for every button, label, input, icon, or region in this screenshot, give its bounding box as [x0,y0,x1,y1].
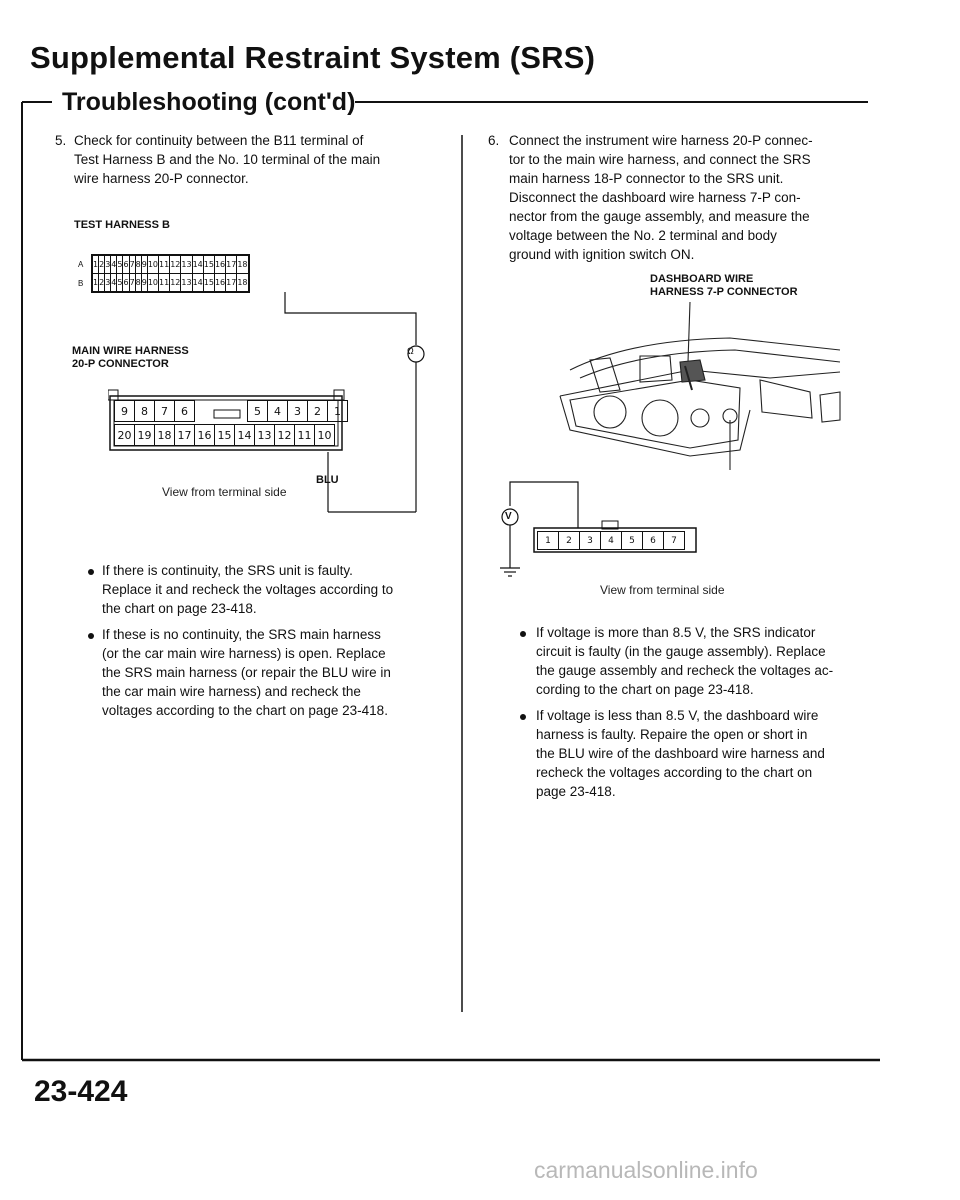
step-6-line: Disconnect the dashboard wire harness 7-P con- [509,190,801,205]
left-wiring [0,0,460,560]
step-6-line: main harness 18-P connector to the SRS unit. [509,171,784,186]
step-5-line: Test Harness B and the No. 10 terminal of the main [74,152,381,167]
pin: 9 [141,256,147,274]
pin: 3 [288,401,308,422]
main-harness-label [72,345,189,371]
bullet-line: If these is no continuity, the SRS main harness [102,627,381,642]
pin: 20 [115,425,135,446]
bullet-line: cording to the chart on page 23-418. [536,682,754,697]
pin: 10 [147,274,158,292]
step-6-line: nector from the gauge assembly, and measure the [509,209,810,224]
bullet-line: the SRS main harness (or repair the BLU wire in [102,665,391,680]
bullet-line: If voltage is more than 8.5 V, the SRS indicator [536,625,816,640]
bullet-dot [520,631,526,637]
dashboard-connector-pins [537,531,685,550]
ohmmeter-symbol: Ω [407,346,414,356]
pin: 1 [93,256,99,274]
pin: 3 [105,274,111,292]
step-6-line: voltage between the No. 2 terminal and body [509,228,777,243]
bullet-line: Replace it and recheck the voltages according to [102,582,394,597]
pin: 15 [215,425,235,446]
step-6-line: Connect the instrument wire harness 20-P connec- [509,133,813,148]
pin: 18 [155,425,175,446]
step-6-line: tor to the main wire harness, and connect the SRS [509,152,811,167]
step-5-line: wire harness 20-P connector. [74,171,249,186]
bullet-line: the BLU wire of the dashboard wire harness and [536,746,825,761]
pin: 5 [117,274,123,292]
bullet-line: the gauge assembly and recheck the voltages ac- [536,663,834,678]
bullet-line: the chart on page 23-418. [102,601,257,616]
bullet-line: recheck the voltages according to the chart on [536,765,813,780]
connector-bottom [114,424,335,446]
section-subtitle: Troubleshooting (cont'd) [62,88,356,116]
pin: 2 [99,274,105,292]
step-5-line: Check for continuity between the B11 terminal of [74,133,364,148]
pin: 14 [235,425,255,446]
bullet-line: circuit is faulty (in the gauge assembly). Replace [536,644,826,659]
pin: 5 [117,256,123,274]
pin: 18 [237,256,248,274]
main-connector [114,400,348,446]
pin: 3 [580,532,601,550]
dashboard-label-line: DASHBOARD WIRE [650,273,754,285]
right-bullet-1 [536,623,876,699]
row-label-a: A [78,260,84,269]
pin: 6 [643,532,664,550]
dashboard-illustration [540,300,870,470]
main-harness-label-line: MAIN WIRE HARNESS [72,345,189,357]
pin: 17 [175,425,195,446]
row-label-b: B [78,279,84,288]
pin: 15 [203,256,214,274]
pin: 13 [181,256,192,274]
pin: 7 [129,274,135,292]
pin: 14 [192,256,203,274]
pin: 19 [135,425,155,446]
pin: 4 [268,401,288,422]
pin: 12 [170,256,181,274]
pin: 2 [99,256,105,274]
step-5-number: 5. [55,133,67,148]
pin: 2 [559,532,580,550]
pin: 7 [129,256,135,274]
pin: 11 [295,425,315,446]
pin: 4 [111,256,117,274]
pin: 5 [622,532,643,550]
bullet-line: If there is continuity, the SRS unit is faulty. [102,563,353,578]
page-title: Supplemental Restraint System (SRS) [30,40,596,75]
pin: 2 [308,401,328,422]
pin: 8 [135,401,155,422]
pin: 1 [93,274,99,292]
pin: 12 [275,425,295,446]
wire-color-label: BLU [316,474,339,486]
pin: 13 [181,274,192,292]
bullet-line: harness is faulty. Repaire the open or short in [536,727,808,742]
bullet-line: page 23-418. [536,784,616,799]
step-6-text [509,131,869,264]
pin: 10 [315,425,335,446]
bullet-dot [520,714,526,720]
bullet-line: voltages according to the chart on page 23-418. [102,703,388,718]
pin: 3 [105,256,111,274]
pin: 16 [195,425,215,446]
pin: 4 [601,532,622,550]
pin: 6 [123,274,129,292]
pin: 18 [237,274,248,292]
pin: 1 [538,532,559,550]
main-harness-label-line: 20-P CONNECTOR [72,358,169,370]
pin: 16 [214,256,225,274]
pin: 7 [155,401,175,422]
pin: 4 [111,274,117,292]
pin: 13 [255,425,275,446]
pin: 12 [170,274,181,292]
right-bullet-2 [536,706,876,801]
pin: 14 [192,274,203,292]
pin: 6 [175,401,195,422]
pin: 8 [135,256,141,274]
bullet-line: the car main wire harness) and recheck the [102,684,361,699]
left-view-caption: View from terminal side [162,485,287,499]
pin: 5 [248,401,268,422]
pin: 15 [203,274,214,292]
pin: 16 [214,274,225,292]
watermark: carmanualsonline.info [534,1157,758,1183]
right-view-caption: View from terminal side [600,583,725,597]
bullet-dot [88,569,94,575]
pin: 9 [141,274,147,292]
connector-top-right [247,400,348,422]
bullet-line: If voltage is less than 8.5 V, the dashboard wire [536,708,819,723]
pin: 9 [115,401,135,422]
left-bullet-2 [102,625,452,720]
pin: 1 [328,401,348,422]
pin: 11 [159,256,170,274]
page-number: 23-424 [34,1075,128,1108]
bullet-dot [88,633,94,639]
pin: 17 [226,256,237,274]
test-harness-label: TEST HARNESS B [74,219,170,231]
connector-top-left [114,400,195,422]
pin: 7 [664,532,685,550]
left-bullet-1 [102,561,452,618]
pin: 8 [135,274,141,292]
bullet-line: (or the car main wire harness) is open. Replace [102,646,386,661]
voltmeter-symbol: V [505,511,512,522]
pin: 11 [159,274,170,292]
step-6-number: 6. [488,133,500,148]
pin: 10 [147,256,158,274]
pin: 17 [226,274,237,292]
dashboard-connector [537,531,685,550]
pin: 6 [123,256,129,274]
dashboard-harness-label [650,273,798,299]
step-6-line: ground with ignition switch ON. [509,247,695,262]
right-wiring [470,470,730,590]
dashboard-label-line: HARNESS 7-P CONNECTOR [650,286,798,298]
